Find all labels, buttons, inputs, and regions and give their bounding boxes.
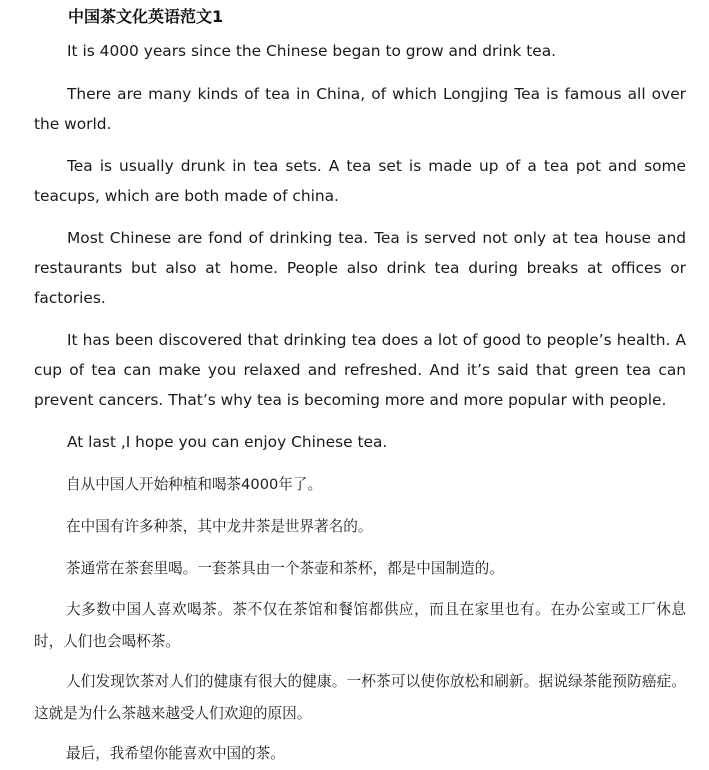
english-paragraph: There are many kinds of tea in China, of which Longjing Tea is famous all over the world. xyxy=(34,85,686,133)
english-paragraph: Most Chinese are fond of drinking tea. Tea is served not only at tea house and restaurants but also at home. People also drink tea during breaks at offices or factories. xyxy=(34,229,686,307)
english-paragraph: At last ,I hope you can enjoy Chinese tea. xyxy=(67,433,388,451)
english-paragraph: It has been discovered that drinking tea does a lot of good to people’s health. A cup of tea can make you relaxed and refreshed. And it’s said that green tea can prevent cancers. That’s why tea is becoming more and more popular with people. xyxy=(34,331,686,409)
chinese-paragraph: 最后，我希望你能喜欢中国的茶。 xyxy=(66,745,285,762)
chinese-paragraph: 在中国有许多种茶，其中龙井茶是世界著名的。 xyxy=(66,518,373,535)
english-paragraph: It is 4000 years since the Chinese began to grow and drink tea. xyxy=(67,42,557,60)
english-paragraph: Tea is usually drunk in tea sets. A tea set is made up of a tea pot and some teacups, which are both made of china. xyxy=(34,157,686,205)
chinese-paragraph: 人们发现饮茶对人们的健康有很大的健康。一杯茶可以使你放松和刷新。据说绿茶能预防癌症。这就是为什么茶越来越受人们欢迎的原因。 xyxy=(34,673,686,722)
chinese-paragraph: 大多数中国人喜欢喝茶。茶不仅在茶馆和餐馆都供应，而且在家里也有。在办公室或工厂休息时，人们也会喝杯茶。 xyxy=(34,601,686,650)
chinese-paragraph: 自从中国人开始种植和喝茶4000年了。 xyxy=(66,476,323,493)
chinese-paragraph: 茶通常在茶套里喝。一套茶具由一个茶壶和茶杯，都是中国制造的。 xyxy=(66,560,504,577)
document-title: 中国茶文化英语范文1 xyxy=(68,7,224,26)
